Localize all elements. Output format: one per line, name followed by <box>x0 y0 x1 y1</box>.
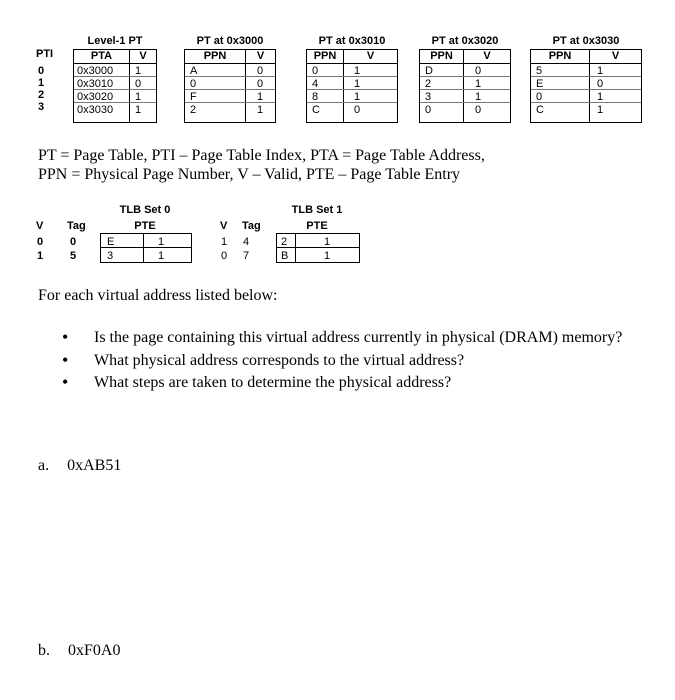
table-cell: 0 <box>312 65 319 77</box>
pti-value: 2 <box>38 89 45 101</box>
table-cell: 0x3030 <box>77 104 114 116</box>
tlb-set-0-pte-header: PTE <box>134 220 156 232</box>
legend-line-1: PT = Page Table, PTI – Page Table Index, PTA = Page Table Address, <box>38 147 485 164</box>
table-cell: 4 <box>312 78 319 90</box>
table-cell: 0x3020 <box>77 91 114 103</box>
table-cell: 1 <box>257 91 264 103</box>
tlb-cell: 1 <box>221 236 228 248</box>
tlb-cell: 0 <box>221 250 228 262</box>
tlb-set-1 <box>220 204 370 264</box>
legend <box>38 146 485 184</box>
tlb-set-1-v-header: V <box>220 220 228 232</box>
pt-3000 <box>184 35 276 123</box>
table-cell: 1 <box>475 91 482 103</box>
tlb-cell: 2 <box>281 236 288 248</box>
tlb-set-0-v-header: V <box>36 220 44 232</box>
tlb-cell: 1 <box>37 250 44 262</box>
bullet-item: • What physical address corresponds to the virtual address? <box>62 351 632 370</box>
table-cell: 0 <box>354 104 361 116</box>
pt-3030-col-v: V <box>611 50 620 62</box>
tlb-cell: 1 <box>324 250 331 262</box>
table-cell: 0 <box>257 65 264 77</box>
pt-3020-col-v: V <box>483 50 491 62</box>
question-b <box>38 641 120 660</box>
table-cell: 1 <box>354 91 361 103</box>
pti-value: 3 <box>38 101 45 113</box>
tlb-cell: 0 <box>37 236 44 248</box>
level1-col-pta: PTA <box>90 50 113 62</box>
table-cell: 0 <box>425 104 432 116</box>
table-cell: 1 <box>475 78 482 90</box>
pti-value: 0 <box>38 65 45 77</box>
level1-pta-values <box>77 65 113 117</box>
question-list <box>62 328 632 392</box>
pti-values <box>38 65 44 113</box>
question-a-label: a. <box>38 457 50 474</box>
pti-value: 1 <box>38 77 45 89</box>
pt-3030-title: PT at 0x3030 <box>552 35 620 47</box>
table-cell: 1 <box>135 65 142 77</box>
table-cell: 1 <box>597 65 604 77</box>
table-cell: 2 <box>425 78 432 90</box>
table-cell: 2 <box>190 104 197 116</box>
table-cell: C <box>312 104 320 116</box>
tlb-cell: E <box>107 236 115 248</box>
bullet-item: • Is the page containing this virtual address currently in physical (DRAM) memory? <box>62 328 632 347</box>
tlb-set-0-tag-header: Tag <box>67 220 86 232</box>
tlb-set-0 <box>36 204 186 264</box>
tlb-cell: 1 <box>158 250 165 262</box>
pt-3010-col-ppn: PPN <box>313 50 337 62</box>
table-cell: 1 <box>135 91 142 103</box>
tlb-set-0-title: TLB Set 0 <box>119 204 171 216</box>
level1-title: Level-1 PT <box>87 35 143 47</box>
table-cell: 5 <box>536 65 543 77</box>
table-cell: A <box>190 65 198 77</box>
table-cell: 0 <box>475 65 482 77</box>
table-cell: 0x3010 <box>77 78 114 90</box>
question-b-label: b. <box>38 642 50 659</box>
table-cell: 8 <box>312 91 319 103</box>
tlb-cell: 1 <box>324 236 331 248</box>
table-cell: 0 <box>135 78 142 90</box>
tlb-cell: 5 <box>70 250 77 262</box>
intro-text: For each virtual address listed below: <box>38 287 278 304</box>
table-cell: 1 <box>597 104 604 116</box>
question-a <box>38 456 121 475</box>
legend-line-2: PPN = Physical Page Number, V – Valid, PTE – Page Table Entry <box>38 166 461 183</box>
table-cell: 0 <box>257 78 264 90</box>
tlb-set-1-pte-header: PTE <box>306 220 328 232</box>
pt-3000-title: PT at 0x3000 <box>196 35 264 47</box>
tlb-cell: 0 <box>70 236 77 248</box>
tlb-cell: B <box>281 250 289 262</box>
table-cell: 1 <box>597 91 604 103</box>
pt-3010-title: PT at 0x3010 <box>318 35 386 47</box>
table-cell: D <box>425 65 433 77</box>
pti-header: PTI <box>36 48 54 60</box>
pt-3010 <box>306 35 398 123</box>
table-cell: E <box>536 78 544 90</box>
table-cell: 1 <box>354 78 361 90</box>
tlb-cell: 1 <box>158 236 165 248</box>
table-cell: 1 <box>257 104 264 116</box>
table-cell: F <box>190 91 197 103</box>
bullet-item: • What steps are taken to determine the physical address? <box>62 373 632 392</box>
question-b-address: 0xF0A0 <box>68 642 121 659</box>
level1-col-v: V <box>139 50 147 62</box>
question-a-address: 0xAB51 <box>67 457 122 474</box>
tlb-set-1-title: TLB Set 1 <box>291 204 343 216</box>
pt-3030-col-ppn: PPN <box>548 50 572 62</box>
table-cell: 0 <box>475 104 482 116</box>
pt-3000-col-ppn: PPN <box>203 50 227 62</box>
table-cell: 1 <box>354 65 361 77</box>
table-cell: 1 <box>135 104 142 116</box>
table-cell: 3 <box>425 91 432 103</box>
pt-3010-col-v: V <box>366 50 375 62</box>
table-cell: 0 <box>190 78 197 90</box>
pt-3020-title: PT at 0x3020 <box>431 35 499 47</box>
pt-3020 <box>419 35 511 123</box>
table-cell: 0 <box>597 78 604 90</box>
table-cell: 0x3000 <box>77 65 114 77</box>
pt-3030 <box>530 35 642 123</box>
level1-v-values <box>135 65 141 117</box>
pt-3020-col-ppn: PPN <box>430 50 453 62</box>
tlb-cell: 3 <box>107 250 114 262</box>
pt-3000-col-v: V <box>256 50 265 62</box>
table-cell: C <box>536 104 544 116</box>
level1-page-table <box>73 35 157 123</box>
table-cell: 0 <box>536 91 543 103</box>
tlb-cell: 4 <box>243 236 250 248</box>
tlb-cell: 7 <box>243 250 250 262</box>
tlb-set-1-tag-header: Tag <box>242 220 261 232</box>
